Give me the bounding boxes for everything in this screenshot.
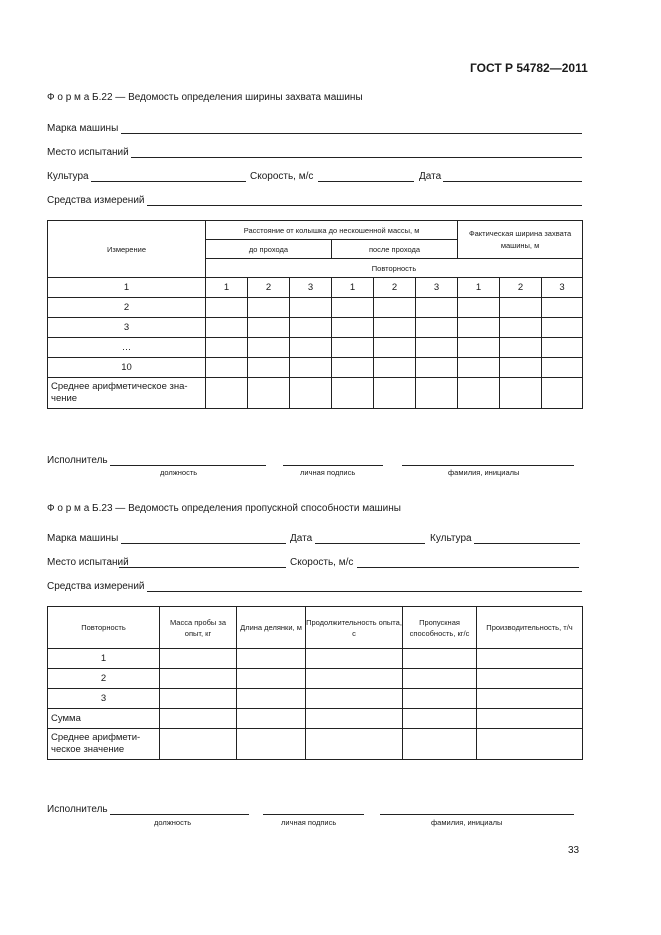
header-duration: Продолжительность опыта, с bbox=[306, 607, 403, 649]
form22-title: Ф о р м а Б.22 — Ведомость определения ширины захвата машины bbox=[47, 92, 363, 103]
header-measurement: Измерение bbox=[48, 221, 206, 278]
table-cell[interactable] bbox=[248, 318, 290, 338]
table-cell[interactable] bbox=[206, 378, 248, 409]
form23-name-caption: фамилия, инициалы bbox=[431, 818, 503, 827]
repeat-num: 2 bbox=[248, 278, 290, 298]
form22-brand-label: Марка машины bbox=[47, 123, 119, 134]
form22-place-line[interactable] bbox=[131, 157, 582, 158]
table-cell[interactable] bbox=[374, 378, 416, 409]
header-repeat: Повторность bbox=[48, 607, 160, 649]
table-cell[interactable] bbox=[500, 358, 542, 378]
form22-executor-label: Исполнитель bbox=[47, 455, 108, 466]
form22-speed-label: Скорость, м/с bbox=[250, 171, 314, 182]
table-cell[interactable] bbox=[403, 669, 477, 689]
row-label: … bbox=[48, 338, 206, 358]
header-distance: Расстояние от колышка до нескошенной массы, м bbox=[206, 221, 458, 240]
form23-brand-line[interactable] bbox=[121, 543, 286, 544]
form23-position-line[interactable] bbox=[110, 814, 249, 815]
row-label: 3 bbox=[48, 689, 160, 709]
table-cell[interactable] bbox=[237, 649, 306, 669]
table-cell[interactable] bbox=[458, 298, 500, 318]
repeat-num: 2 bbox=[500, 278, 542, 298]
form22-crop-line[interactable] bbox=[91, 181, 246, 182]
table-cell[interactable] bbox=[374, 338, 416, 358]
form22-signature-caption: личная подпись bbox=[300, 468, 356, 477]
header-throughput: Пропускная способность, кг/с bbox=[403, 607, 477, 649]
table-cell[interactable] bbox=[306, 729, 403, 760]
repeat-num: 1 bbox=[332, 278, 374, 298]
header-after-pass: после прохода bbox=[332, 240, 458, 259]
document-code: ГОСТ Р 54782—2011 bbox=[470, 61, 588, 75]
row-label: 1 bbox=[48, 649, 160, 669]
form23-crop-line[interactable] bbox=[474, 543, 580, 544]
form22-position-caption: должность bbox=[160, 468, 198, 477]
repeat-num: 1 bbox=[206, 278, 248, 298]
table-cell[interactable] bbox=[306, 669, 403, 689]
table-cell[interactable] bbox=[306, 709, 403, 729]
table-cell[interactable] bbox=[206, 338, 248, 358]
table-cell[interactable] bbox=[290, 338, 332, 358]
table-cell[interactable] bbox=[160, 669, 237, 689]
form23-name-line[interactable] bbox=[380, 814, 574, 815]
header-plot-length: Длина делянки, м bbox=[237, 607, 306, 649]
form22-date-label: Дата bbox=[419, 171, 442, 182]
table-cell[interactable] bbox=[206, 358, 248, 378]
table-cell[interactable] bbox=[542, 318, 583, 338]
form23-tools-label: Средства измерений bbox=[47, 581, 145, 592]
table-cell[interactable] bbox=[206, 298, 248, 318]
table-cell[interactable] bbox=[306, 649, 403, 669]
table-cell[interactable] bbox=[416, 378, 458, 409]
table-cell[interactable] bbox=[237, 709, 306, 729]
table-cell[interactable] bbox=[416, 338, 458, 358]
form22-tools-label: Средства измерений bbox=[47, 195, 145, 206]
page-number: 33 bbox=[568, 845, 580, 856]
table-cell[interactable] bbox=[248, 358, 290, 378]
table-cell[interactable] bbox=[290, 358, 332, 378]
table-cell[interactable] bbox=[160, 729, 237, 760]
table-cell[interactable] bbox=[542, 358, 583, 378]
table-cell[interactable] bbox=[477, 709, 583, 729]
form22-table bbox=[47, 220, 583, 409]
form23-title: Ф о р м а Б.23 — Ведомость определения пропускной способности машины bbox=[47, 503, 401, 514]
repeat-num: 3 bbox=[416, 278, 458, 298]
table-cell[interactable] bbox=[403, 709, 477, 729]
form22-crop-label: Культура bbox=[47, 171, 89, 182]
table-cell[interactable] bbox=[458, 358, 500, 378]
header-productivity: Производительность, т/ч bbox=[477, 607, 583, 649]
form23-tools-line[interactable] bbox=[147, 591, 582, 592]
form23-date-label: Дата bbox=[290, 533, 313, 544]
table-cell[interactable] bbox=[237, 669, 306, 689]
row-sum-label: Сумма bbox=[48, 709, 160, 729]
table-cell[interactable] bbox=[332, 378, 374, 409]
table-cell[interactable] bbox=[290, 378, 332, 409]
table-cell[interactable] bbox=[374, 318, 416, 338]
form23-signature-line[interactable] bbox=[263, 814, 364, 815]
table-cell[interactable] bbox=[160, 709, 237, 729]
table-cell[interactable] bbox=[332, 318, 374, 338]
table-cell[interactable] bbox=[477, 689, 583, 709]
table-cell[interactable] bbox=[206, 318, 248, 338]
table-cell[interactable] bbox=[500, 338, 542, 358]
row-label: 2 bbox=[48, 298, 206, 318]
header-actual-width: Фактическая ширина захвата машины, м bbox=[458, 221, 583, 259]
table-cell[interactable] bbox=[458, 318, 500, 338]
repeat-num: 2 bbox=[374, 278, 416, 298]
form23-executor-label: Исполнитель bbox=[47, 804, 108, 815]
table-cell[interactable] bbox=[542, 298, 583, 318]
form22-place-label: Место испытаний bbox=[47, 147, 129, 158]
form23-date-line[interactable] bbox=[315, 543, 425, 544]
table-cell[interactable] bbox=[374, 358, 416, 378]
table-cell[interactable] bbox=[332, 358, 374, 378]
row-mean-label: Среднее арифметическое зна-чение bbox=[48, 378, 206, 409]
form23-table bbox=[47, 606, 583, 760]
table-cell[interactable] bbox=[542, 338, 583, 358]
form23-place-label: Место испытаний bbox=[47, 557, 129, 568]
table-cell[interactable] bbox=[332, 338, 374, 358]
table-cell[interactable] bbox=[403, 649, 477, 669]
form23-signature-caption: личная подпись bbox=[281, 818, 337, 827]
table-cell[interactable] bbox=[237, 689, 306, 709]
table-cell[interactable] bbox=[542, 378, 583, 409]
form22-brand-line[interactable] bbox=[121, 133, 582, 134]
table-cell[interactable] bbox=[248, 378, 290, 409]
table-cell[interactable] bbox=[237, 729, 306, 760]
row-label: 2 bbox=[48, 669, 160, 689]
header-repeat: Повторность bbox=[206, 259, 583, 278]
form22-position-line[interactable] bbox=[110, 465, 266, 466]
table-cell[interactable] bbox=[160, 689, 237, 709]
table-cell[interactable] bbox=[374, 298, 416, 318]
row-label: 1 bbox=[48, 278, 206, 298]
row-label: 3 bbox=[48, 318, 206, 338]
form23-position-caption: должность bbox=[154, 818, 192, 827]
form23-place-line[interactable] bbox=[119, 567, 286, 568]
repeat-num: 3 bbox=[542, 278, 583, 298]
form23-speed-label: Скорость, м/с bbox=[290, 557, 354, 568]
table-cell[interactable] bbox=[160, 649, 237, 669]
table-cell[interactable] bbox=[500, 298, 542, 318]
table-cell[interactable] bbox=[306, 689, 403, 709]
header-sample-mass: Масса пробы за опыт, кг bbox=[160, 607, 237, 649]
table-cell[interactable] bbox=[458, 338, 500, 358]
form23-crop-label: Культура bbox=[430, 533, 472, 544]
table-cell[interactable] bbox=[290, 298, 332, 318]
table-cell[interactable] bbox=[500, 318, 542, 338]
table-cell[interactable] bbox=[416, 358, 458, 378]
table-cell[interactable] bbox=[477, 649, 583, 669]
row-mean-label: Среднее арифмети-ческое значение bbox=[48, 729, 160, 760]
table-cell[interactable] bbox=[248, 298, 290, 318]
repeat-num: 3 bbox=[290, 278, 332, 298]
table-cell[interactable] bbox=[500, 378, 542, 409]
table-cell[interactable] bbox=[332, 298, 374, 318]
form23-brand-label: Марка машины bbox=[47, 533, 119, 544]
table-cell[interactable] bbox=[477, 669, 583, 689]
form22-name-caption: фамилия, инициалы bbox=[448, 468, 520, 477]
table-cell[interactable] bbox=[403, 689, 477, 709]
table-cell[interactable] bbox=[458, 378, 500, 409]
table-cell[interactable] bbox=[477, 729, 583, 760]
form22-signature-line[interactable] bbox=[283, 465, 383, 466]
table-cell[interactable] bbox=[416, 298, 458, 318]
form23-speed-line[interactable] bbox=[357, 567, 579, 568]
table-cell[interactable] bbox=[416, 318, 458, 338]
form22-speed-line[interactable] bbox=[318, 181, 414, 182]
form22-date-line[interactable] bbox=[443, 181, 582, 182]
table-cell[interactable] bbox=[290, 318, 332, 338]
form22-name-line[interactable] bbox=[402, 465, 574, 466]
form22-tools-line[interactable] bbox=[147, 205, 582, 206]
header-before-pass: до прохода bbox=[206, 240, 332, 259]
table-cell[interactable] bbox=[403, 729, 477, 760]
table-cell[interactable] bbox=[248, 338, 290, 358]
row-label: 10 bbox=[48, 358, 206, 378]
repeat-num: 1 bbox=[458, 278, 500, 298]
